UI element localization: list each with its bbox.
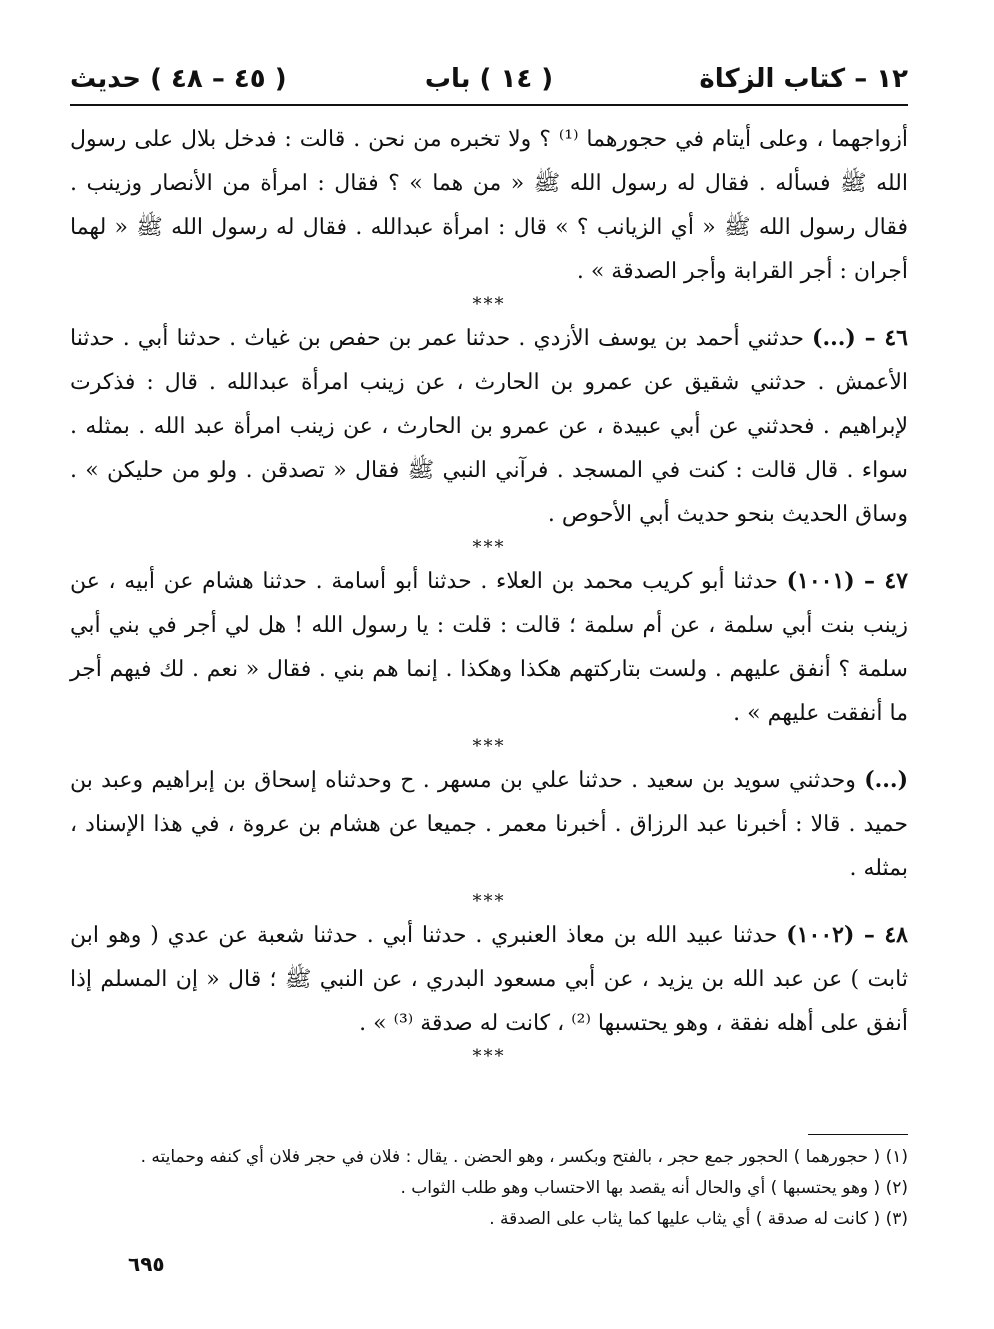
paragraph-text: حدثني أحمد بن يوسف الأزدي . حدثنا عمر بن حفص بن غياث . حدثنا أبي . حدثنا الأعمش . حدثني شقيق عن عمرو بن الحارث ، عن زينب امرأة عبدالله . قال : فذكرت لإبراهيم . فحدثني عن أبي عبيدة ، عن عمرو بن الحارث ، عن زينب امرأة عبد الله . بمثله . سواء . قال قالت : كنت في المسجد . فرآني النبي ﷺ فقال « تصدقن . ولو من حليكن » . وساق الحديث بنحو حديث أبي الأحوص . xyxy=(70,326,908,527)
footnote-1: (١) ( حجورهما ) الحجور جمع حجر ، بالفتح وبكسر ، وهو الحضن . يقال : فلان في حجر فلان أي كنفه وحمايته . xyxy=(140,1147,908,1167)
header-section: ( ١٤ ) باب xyxy=(424,64,554,94)
section-separator: *** xyxy=(472,537,506,558)
footnotes xyxy=(70,1142,908,1235)
section-separator: *** xyxy=(472,1046,506,1067)
paragraph-continuation xyxy=(70,118,908,294)
hadith-47 xyxy=(70,559,908,736)
page-number: ٦٩٥ xyxy=(128,1252,165,1276)
paragraph-text: حدثنا عبيد الله بن معاذ العنبري . حدثنا أبي . حدثنا شعبة عن عدي ( وهو ابن ثابت ) عن عبد الله بن يزيد ، عن أبي مسعود البدري ، عن النبي ﷺ ؛ قال « إن المسلم إذا أنفق على أهله نفقة ، وهو يحتسبها ⁽²⁾ ، كانت له صدقة ⁽³⁾ » . xyxy=(70,923,908,1036)
footnote-divider xyxy=(808,1134,908,1135)
main-text xyxy=(70,118,908,1068)
hadith-47-variant xyxy=(70,758,908,891)
hadith-number: ٤٧ – (١٠٠١) xyxy=(786,568,908,594)
footnote-2: (٢) ( وهو يحتسبها ) أي والحال أنه يقصد بها الاحتساب وهو طلب الثواب . xyxy=(400,1178,908,1198)
hadith-number: ٤٦ – (...) xyxy=(812,325,908,351)
hadith-number: (...) xyxy=(864,767,908,793)
section-separator: *** xyxy=(472,891,506,912)
header-divider xyxy=(70,104,908,106)
hadith-46 xyxy=(70,316,908,537)
paragraph-text: حدثنا أبو كريب محمد بن العلاء . حدثنا أبو أسامة . حدثنا هشام عن أبيه ، عن زينب بنت أبي سلمة ، عن أم سلمة ؛ قالت : قلت : يا رسول الله ! هل لي أجر في بني أبي سلمة ؟ أنفق عليهم . ولست بتاركتهم هكذا وهكذا . إنما هم بني . فقال « نعم . لك فيهم أجر ما أنفقت عليهم » . xyxy=(70,569,908,726)
section-separator: *** xyxy=(472,736,506,757)
header-chapter: ١٢ – كتاب الزكاة xyxy=(699,64,908,94)
hadith-number: ٤٨ – (١٠٠٢) xyxy=(786,922,908,948)
hadith-48 xyxy=(70,913,908,1046)
header-hadith-range: ( ٤٥ – ٤٨ ) حديث xyxy=(70,64,287,94)
running-header xyxy=(70,60,908,104)
section-separator: *** xyxy=(472,294,506,315)
paragraph-text: أزواجهما ، وعلى أيتام في حجورهما ⁽¹⁾ ؟ ولا تخبره من نحن . قالت : فدخل بلال على رسول الله ﷺ فسأله . فقال له رسول الله ﷺ « من هما » ؟ فقال : امرأة من الأنصار وزينب . فقال رسول الله ﷺ « أي الزيانب ؟ » قال : امرأة عبدالله . فقال له رسول الله ﷺ « لهما أجران : أجر القرابة وأجر الصدقة » . xyxy=(70,127,908,284)
paragraph-text: وحدثني سويد بن سعيد . حدثنا علي بن مسهر . ح وحدثناه إسحاق بن إبراهيم وعبد بن حميد . قالا : أخبرنا عبد الرزاق . أخبرنا معمر . جميعا عن هشام بن عروة ، في هذا الإسناد ، بمثله . xyxy=(70,768,908,881)
footnote-3: (٣) ( كانت له صدقة ) أي يثاب عليها كما يثاب على الصدقة . xyxy=(489,1209,908,1229)
